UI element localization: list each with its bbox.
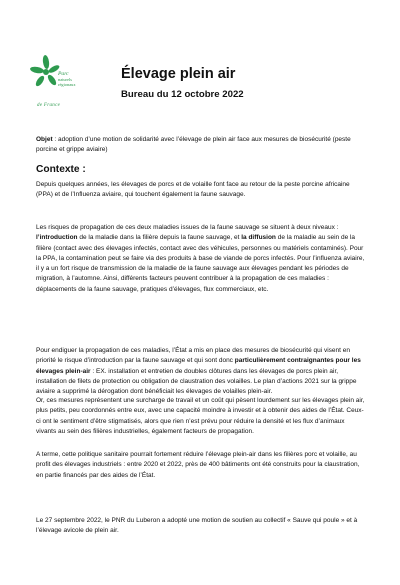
paragraph-4: Or, ces mesures représentent une surcharge de travail et un coût qui pèsent lourdement sur les élevages plein air, plus petits, peu coordonnés entre eux, avec une capacité moindre à investir et à obtenir des aides de l’État. Ceux-ci ont le sentiment d’être stigmatisés, alors que rien n’est prévu pour réduire la densité et les flux d’animaux vivants au sein des filières industrielles, également facteurs de propagation.: [36, 397, 365, 435]
logo-line-1: Parc: [58, 71, 69, 77]
logo-line-4: de France: [37, 103, 61, 108]
document-subtitle: Bureau du 12 octobre 2022: [121, 89, 244, 100]
p2-text-e: de la maladie au sein de la filière (contact avec des élevages infectés, contact avec des véhicules, personnes ou matériels contaminés). Pour la PPA, la contamination peut se faire via des produits à base de viande de porcs infectés. Pour l’influenza aviaire, il y a un fort risque de transmission de la maladie de la faune sauvage aux élevages pendant les périodes de migration, à l’automne. Ainsi, différents facteurs peuvent contribuer à la propagation de ces maladies : déplacements de la faune sauvage, pratiques d’élevages, flux commerciaux, etc.: [36, 234, 365, 293]
objet-paragraph: [36, 135, 366, 156]
paragraph-5: A terme, cette politique sanitaire pourrait fortement réduire l’élevage plein-air dans les filières porc et volaille, au profit des élevages industriels : entre 2020 et 2022, près de 400 bâtiments ont été construits pour la claustration, en partie financés par des aides de l’État.: [36, 451, 360, 479]
p2-bold-introduction: l’introduction: [36, 234, 78, 242]
p2-text-c: de la maladie dans la filière depuis la faune sauvage, et: [77, 234, 242, 242]
p2-text-a: Les risques de propagation de ces deux maladies issues de la faune sauvage se situent à deux niveaux :: [36, 224, 339, 231]
contexte-heading: Contexte :: [36, 164, 86, 175]
document-title: Élevage plein air: [121, 66, 236, 82]
logo-line-2: naturels: [58, 77, 72, 83]
logo-line-3: régionaux: [58, 82, 76, 88]
paragraph-2: [36, 223, 366, 295]
logo-text: [58, 72, 76, 88]
p3-text-c: : EX. installation et entretien de doubles clôtures dans les élevages de porcs plein air, installation de filets de protection ou obligation de claustration des volailles. Le plan d’actions 2021 sur la grippe aviaire a supprimé la dérogation dont bénéficiait les élevages de volailles plein-air.: [36, 367, 357, 396]
objet-label: Objet: [36, 136, 53, 143]
paragraph-1: Depuis quelques années, les élevages de porcs et de volaille font face au retour de la peste porcine africaine (PPA) et de l’Influenza aviaire, qui touchent également la faune sauvage.: [36, 181, 350, 199]
paragraph-3: [36, 346, 366, 397]
p3-text-a: Pour endiguer la propagation de ces maladies, l’État a mis en place des mesures de biosécurité qui visent en priorité le risque d’introduction par la faune sauvage et qui sont donc: [36, 347, 350, 365]
p2-bold-diffusion: la diffusion: [241, 234, 276, 242]
p3-bold: particulièrement contraignantes pour les élevages plein-air: [36, 357, 361, 375]
objet-text: : adoption d’une motion de solidarité avec l’élevage de plein air face aux mesures de biosécurité (peste porcine et grippe aviaire): [36, 136, 351, 154]
paragraph-6: Le 27 septembre 2022, le PNR du Luberon a adopté une motion de soutien au collectif « Sauve qui poule » et à l’élevage avicole de plein air.: [36, 517, 358, 535]
